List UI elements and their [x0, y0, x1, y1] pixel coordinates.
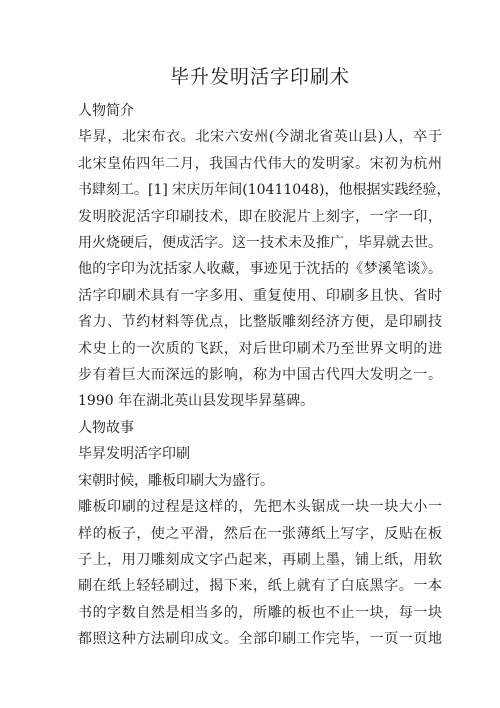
paragraph-line: 北宋皇佑四年二月，我国古代伟大的发明家。宋初为杭州	[78, 155, 442, 172]
paragraph-line: 都照这种方法刷印成文。全部印刷工作完毕，一页一页地	[78, 631, 442, 648]
paragraph-line: 刷在纸上轻轻刷过，揭下来，纸上就有了白底黑字。一本	[78, 578, 442, 595]
subsection-heading: 毕昇发明活字印刷	[78, 446, 190, 463]
section-heading: 人物简介	[78, 103, 134, 119]
paragraph-line: 活字印刷术具有一字多用、重复使用、印刷多且快、省时	[78, 287, 442, 304]
paragraph-line: 宋朝时候，雕板印刷大为盛行。	[78, 472, 274, 489]
paragraph-line: 1990 年在湖北英山县发现毕昇墓碑。	[78, 393, 315, 410]
paragraph-line: 子上，用刀雕刻成文字凸起来，再刷上墨，铺上纸，用软	[78, 551, 442, 568]
paragraph-line: 术史上的一次质的飞跃，对后世印刷术乃至世界文明的进	[78, 340, 442, 357]
paragraph-line: 书的字数自然是相当多的，所雕的板也不止一块，每一块	[78, 604, 442, 621]
paragraph-line: 步有着巨大而深远的影响，称为中国古代四大发明之一。	[78, 367, 442, 384]
paragraph-line: 毕昇，北宋布衣。北宋六安州(今湖北省英山县)人，卒于	[78, 129, 442, 146]
paragraph-line: 书肆刻工。[1] 宋庆历年间(10411048)，他根据实践经验，	[78, 182, 451, 199]
paragraph-line: 雕板印刷的过程是这样的，先把木头锯成一块一块大小一	[78, 499, 442, 516]
paragraph-line: 用火烧硬后，便成活字。这一技术未及推广，毕昇就去世。	[78, 235, 442, 252]
document-body	[78, 98, 451, 653]
paragraph-line: 样的板子，使之平滑，然后在一张薄纸上写字，反贴在板	[78, 525, 442, 542]
document-title: 毕升发明活字印刷术	[169, 66, 350, 88]
paragraph-line: 省力、节约材料等优点，比整版雕刻经济方便，是印刷技	[78, 314, 442, 331]
section-heading: 人物故事	[78, 419, 134, 436]
paragraph-line: 他的字印为沈括家人收藏，事迹见于沈括的《梦溪笔谈》。	[78, 261, 442, 278]
paragraph-line: 发明胶泥活字印刷技术，即在胶泥片上刻字，一字一印，	[78, 208, 442, 225]
